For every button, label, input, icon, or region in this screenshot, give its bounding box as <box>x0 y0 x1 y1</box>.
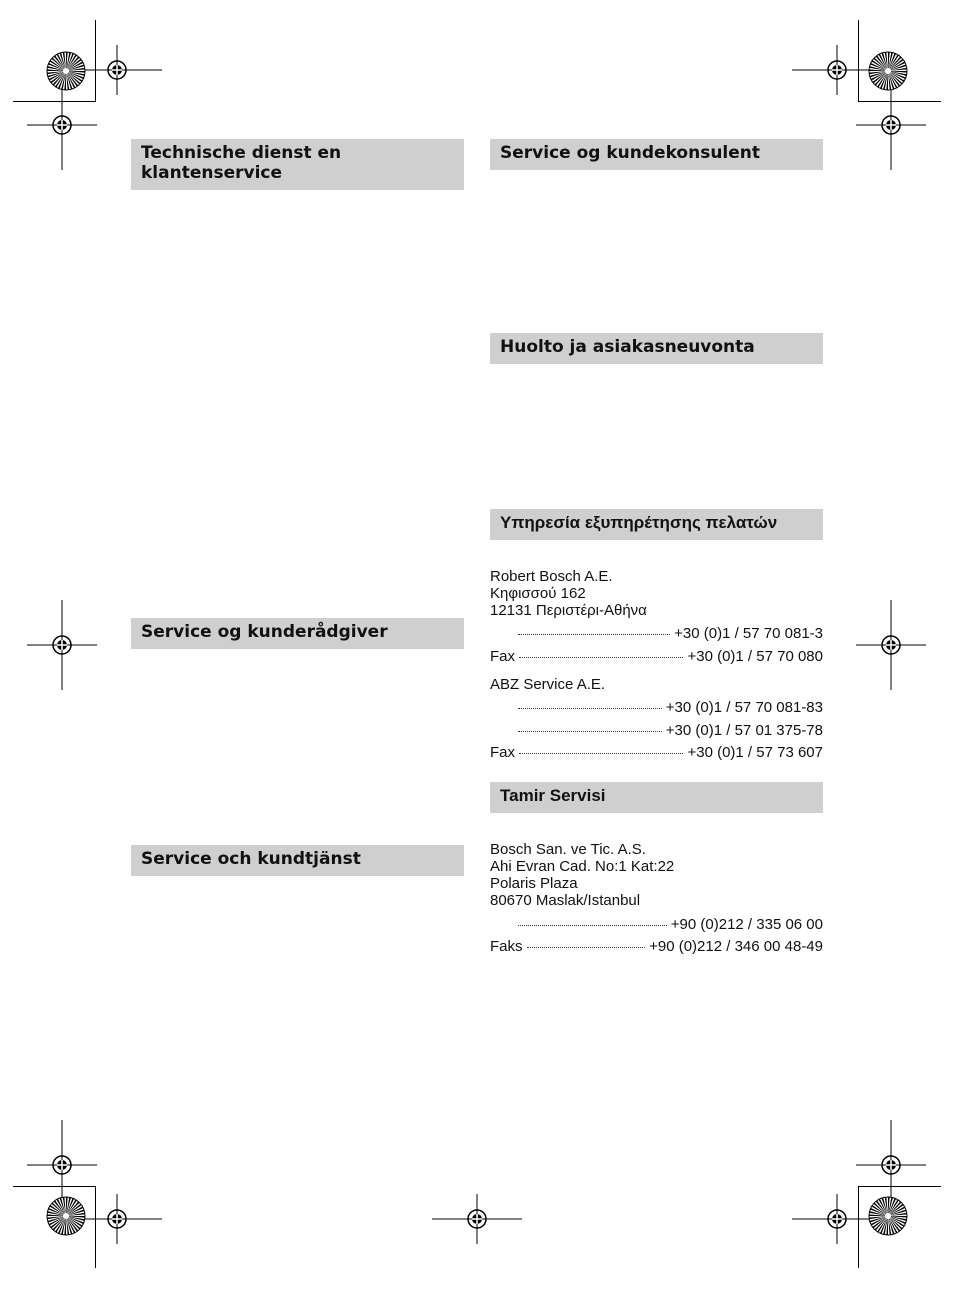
section-header-huolto <box>490 333 823 364</box>
fax-row <box>490 938 823 955</box>
fax-row <box>490 744 823 761</box>
section-header-tamir-servisi <box>490 782 823 813</box>
phone-row <box>490 625 823 642</box>
section-title: Tamir Servisi <box>500 786 606 805</box>
section-header-service-kundekonsulent <box>490 139 823 170</box>
fax-row <box>490 648 823 665</box>
fax-label: Fax <box>490 648 516 665</box>
phone-number: +30 (0)1 / 57 70 081-3 <box>674 625 823 642</box>
section-title: Υπηρεσία εξυπηρέτησης πελατών <box>500 513 778 532</box>
street-address: Κηφισσού 162 <box>490 585 586 602</box>
registration-mark-icon <box>432 1194 522 1244</box>
registration-mark-icon <box>27 600 97 690</box>
phone-row <box>490 722 823 739</box>
city-address: 80670 Maslak/Istanbul <box>490 892 641 909</box>
star-target-icon <box>868 1196 908 1236</box>
star-target-icon <box>46 1196 86 1236</box>
company-name: ABZ Service A.E. <box>490 676 606 693</box>
phone-row <box>490 699 823 716</box>
company-name: Robert Bosch A.E. <box>490 568 613 585</box>
turkey-address <box>490 841 674 909</box>
phone-row <box>490 916 823 933</box>
fax-label: Fax <box>490 744 516 761</box>
company-name: Bosch San. ve Tic. A.S. <box>490 841 646 858</box>
greece-address <box>490 568 647 619</box>
registration-mark-icon <box>856 600 926 690</box>
fax-number: +30 (0)1 / 57 70 080 <box>687 648 823 665</box>
section-title: Technische dienst en klantenservice <box>141 143 342 183</box>
star-target-icon <box>46 51 86 91</box>
section-header-service-kundtjanst <box>131 845 464 876</box>
section-header-technische-dienst <box>131 139 464 190</box>
fax-label: Faks <box>490 938 523 955</box>
section-title: Service och kundtjänst <box>141 849 361 869</box>
city-address: 12131 Περιστέρι-Αθήνα <box>490 602 647 619</box>
street-address: Ahi Evran Cad. No:1 Kat:22 <box>490 858 675 875</box>
phone-number: +30 (0)1 / 57 01 375-78 <box>665 722 823 739</box>
registration-mark-icon <box>27 80 97 170</box>
section-title: Service og kundekonsulent <box>500 143 761 163</box>
phone-number: +30 (0)1 / 57 70 081-83 <box>665 699 823 716</box>
section-title: Huolto ja asiakasneuvonta <box>500 337 755 357</box>
phone-number: +90 (0)212 / 335 06 00 <box>670 916 823 933</box>
star-target-icon <box>868 51 908 91</box>
section-header-greek-service <box>490 509 823 540</box>
fax-number: +90 (0)212 / 346 00 48-49 <box>649 938 823 955</box>
building-name: Polaris Plaza <box>490 875 578 892</box>
registration-mark-icon <box>856 80 926 170</box>
section-header-service-kunderadgiver <box>131 618 464 649</box>
fax-number: +30 (0)1 / 57 73 607 <box>687 744 823 761</box>
section-title: Service og kunderådgiver <box>141 622 388 642</box>
